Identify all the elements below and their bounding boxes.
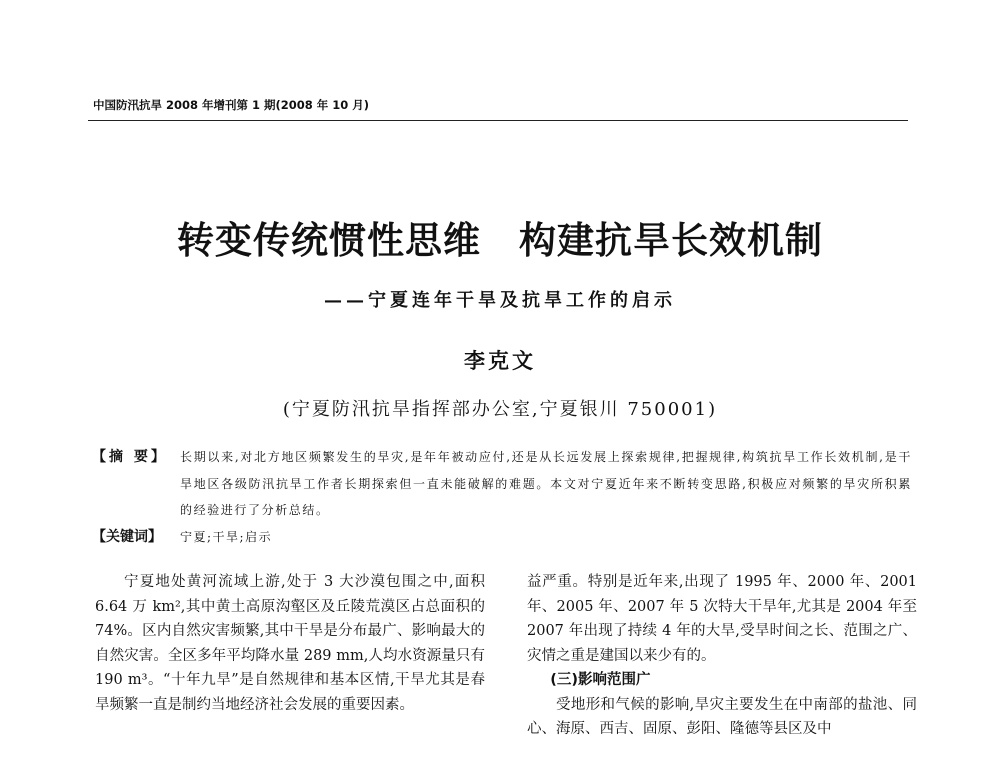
body-paragraph: 宁夏地处黄河流域上游,处于 3 大沙漠包围之中,面积 6.64 万 km²,其中黄土高原沟壑区及丘陵荒漠区占总面积的 74%。区内自然灾害频繁,其中干旱是分布最广、影响最大的自然灾害。全区多年平均降水量 289 mm,人均水资源量只有 190 m³。“十年九旱”是自然规律和基本区情,干旱尤其是春旱频繁一直是制约当地经济社会发展的重要因素。 <box>95 574 485 713</box>
title-part-2: 构建抗旱长效机制 <box>519 218 823 262</box>
keywords-label: 【关键词】 <box>92 529 162 545</box>
section-heading: (三)影响范围广 <box>550 672 651 688</box>
title-part-1: 转变传统惯性思维 <box>177 218 481 262</box>
running-head: 中国防汛抗旱 2008 年增刊第 1 期(2008 年 10 月) <box>93 98 370 112</box>
body-paragraph: 受地形和气候的影响,旱灾主要发生在中南部的盐池、同心、海原、西吉、固原、彭阳、隆德等县区及中 <box>527 696 917 737</box>
body-left-column <box>95 570 485 717</box>
body-paragraph-continued: 益严重。特别是近年来,出现了 1995 年、2000 年、2001 年、2005 年、2007 年 5 次特大干旱年,尤其是 2004 年至 2007 年出现了持续 4 年的大旱,受旱时间之长、范围之广、灾情之重是建国以来少有的。 <box>527 574 917 664</box>
article-title <box>0 210 1000 264</box>
body-right-column <box>527 570 917 742</box>
keywords-text: 宁夏;干旱;启示 <box>180 530 273 544</box>
article-subtitle: ——宁夏连年干旱及抗旱工作的启示 <box>324 290 676 311</box>
header-rule <box>88 120 908 121</box>
author-affiliation: (宁夏防汛抗旱指挥部办公室,宁夏银川 750001) <box>282 399 718 420</box>
author-name: 李克文 <box>464 348 536 373</box>
abstract-text: 长期以来,对北方地区频繁发生的旱灾,是年年被动应付,还是从长远发展上探索规律,把握规律,构筑抗旱工作长效机制,是干旱地区各级防汛抗旱工作者长期探索但一直未能破解的难题。本文对宁夏近年来不断转变思路,积极应对频繁的旱灾所积累的经验进行了分析总结。 <box>180 450 912 517</box>
abstract-label: 【摘 要】 <box>92 449 168 465</box>
